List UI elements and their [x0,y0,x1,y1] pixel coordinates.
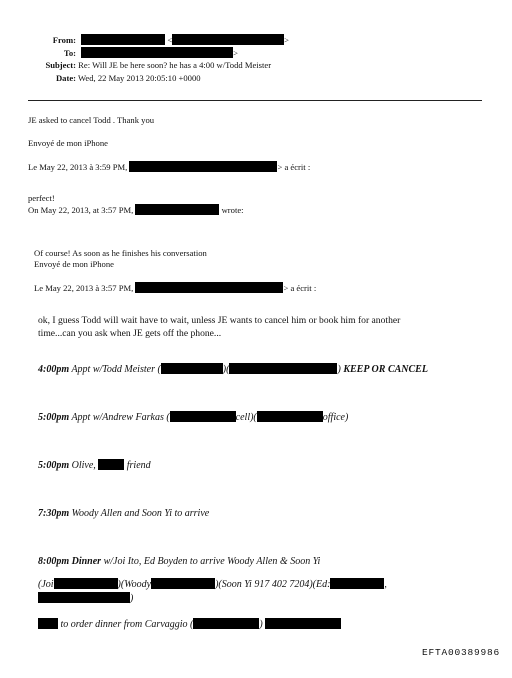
gt-symbol: > [284,35,290,45]
schedule-item-1 [38,363,428,376]
redaction [98,459,124,470]
schedule-item-5 [38,555,320,568]
body-para-1: ok, I guess Todd will wait have to wait, unless JE wants to cancel him or book him for another [38,315,401,326]
from-row [28,34,289,46]
schedule-text: to order dinner from Carvaggio ( [60,619,194,630]
schedule-time: 4:00pm [38,364,70,375]
bates-number: EFTA00389986 [421,647,500,658]
body-line-2: Envoyé de mon iPhone [28,138,108,148]
redaction [135,204,219,215]
quote-header-3 [34,282,316,294]
schedule-text: (Joi [38,579,54,590]
schedule-time: 7:30pm [38,508,70,519]
schedule-text: Appt w/Todd Meister ( [71,364,161,375]
keep-or-cancel-label: KEEP OR CANCEL [343,364,428,375]
quote-header-text: Le May 22, 2013 à 3:57 PM, [34,283,134,293]
quote-header-text: Le May 22, 2013 à 3:59 PM, [28,162,128,172]
redaction [193,618,259,629]
redaction [229,363,337,374]
date-value: Wed, 22 May 2013 20:05:10 +0000 [78,73,201,83]
schedule-item-7 [38,592,133,605]
schedule-text: cell)( [235,412,257,423]
schedule-item-6 [38,578,387,591]
redaction [54,578,118,589]
schedule-text: ) [337,364,341,375]
redaction [257,411,323,422]
redaction [135,282,283,293]
schedule-item-3 [38,459,151,472]
redaction [81,34,165,45]
schedule-time: 8:00pm [38,556,70,567]
dinner-label: Dinner [71,556,102,567]
schedule-text: friend [126,460,151,471]
quote-header-suffix: wrote: [221,205,244,215]
schedule-text: Olive, [71,460,96,471]
schedule-text: )(Soon Yi 917 402 7204)(Ed: [215,579,331,590]
gt-symbol: > [233,48,239,58]
subject-value: Re: Will JE be here soon? he has a 4:00 w/Todd Meister [78,60,272,70]
redaction [330,578,384,589]
redaction [172,34,284,45]
subject-row [28,60,271,71]
quote-header-suffix: > a écrit : [283,283,317,293]
body-line-1: JE asked to cancel Todd . Thank you [28,115,155,125]
redaction [265,618,341,629]
schedule-time: 5:00pm [38,460,70,471]
redaction [151,578,215,589]
redaction [161,363,223,374]
subject-label: Subject: [45,60,76,70]
redaction [81,47,233,58]
quote-header-1 [28,161,310,173]
lt-symbol: < [167,35,173,45]
schedule-text: ) [259,619,263,630]
to-row [28,47,238,59]
quote-header-2 [28,204,244,216]
redaction [38,592,130,603]
date-row [28,73,201,84]
header-divider [28,100,482,101]
schedule-text: ) [130,593,134,604]
reply-1: perfect! [28,193,55,203]
reply-2: Of course! As soon as he finishes his conversation [34,248,207,258]
to-label: To: [63,48,76,58]
schedule-item-4 [38,507,209,520]
quote-header-text: On May 22, 2013, at 3:57 PM, [28,205,134,215]
schedule-text: w/Joi Ito, Ed Boyden to arrive Woody Allen & Soon Yi [103,556,321,567]
schedule-text: )(Woody [117,579,152,590]
reply-2b: Envoyé de mon iPhone [34,259,114,269]
redaction [170,411,236,422]
schedule-item-2 [38,411,348,424]
schedule-text: , [384,579,387,590]
schedule-text: Appt w/Andrew Farkas ( [71,412,170,423]
redaction [38,618,58,629]
schedule-item-8 [38,618,341,631]
schedule-text: office) [322,412,349,423]
quote-header-suffix: > a écrit : [277,162,311,172]
date-label: Date: [55,73,76,83]
body-para-2: time...can you ask when JE gets off the phone... [38,328,222,339]
schedule-text: )( [222,364,230,375]
schedule-text: Woody Allen and Soon Yi to arrive [71,508,210,519]
schedule-time: 5:00pm [38,412,70,423]
redaction [129,161,277,172]
from-label: From: [52,35,76,45]
